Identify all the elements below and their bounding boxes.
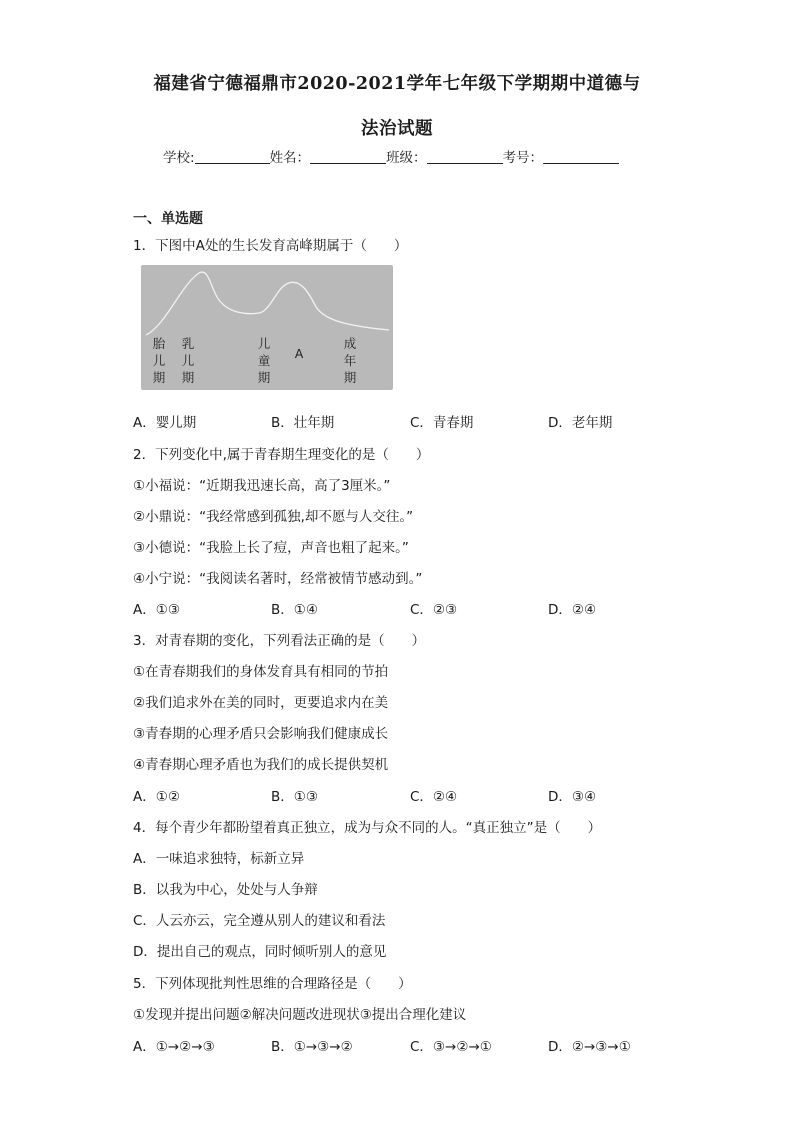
q3-option-b[interactable]: B．①③	[271, 789, 318, 805]
class-blank[interactable]	[427, 149, 503, 164]
q3-statement-1: ①在青春期我们的身体发育具有相同的节拍	[133, 664, 389, 680]
q1-option-b[interactable]: B．壮年期	[271, 415, 335, 431]
q4-option-d[interactable]: D．提出自己的观点，同时倾听别人的意见	[133, 944, 387, 960]
q3-statement-4: ④青春期心理矛盾也为我们的成长提供契机	[133, 757, 389, 773]
q2-option-d[interactable]: D．②④	[548, 602, 597, 618]
question-1-stem: 1．下图中A处的生长发育高峰期属于（ ）	[133, 238, 408, 254]
growth-curve-figure	[141, 265, 393, 390]
q2-statement-2: ②小鼎说：“我经常感到孤独,却不愿与人交往。”	[133, 509, 414, 525]
q4-option-c[interactable]: C．人云亦云，完全遵从别人的建议和看法	[133, 913, 386, 929]
q2-statement-3: ③小德说：“我脸上长了痘，声音也粗了起来。”	[133, 540, 409, 556]
label-infant-period: 乳 儿 期	[181, 336, 195, 385]
q4-option-b[interactable]: B．以我为中心，处处与人争辩	[133, 882, 318, 898]
name-label: 姓名：	[269, 150, 311, 166]
page-title-line-2: 法治试题	[361, 119, 433, 139]
q2-statement-4: ④小宁说：“我阅读名著时，经常被情节感动到。”	[133, 571, 423, 587]
q2-statement-1: ①小福说：“近期我迅速长高，高了3厘米。”	[133, 478, 391, 494]
q5-option-c[interactable]: C．③→②→①	[410, 1039, 492, 1055]
q3-option-d[interactable]: D．③④	[548, 789, 597, 805]
question-3-stem: 3．对青春期的变化，下列看法正确的是（ ）	[133, 633, 426, 649]
section-title: 一、单选题	[133, 211, 203, 227]
student-info-line	[163, 146, 619, 166]
q1-option-c[interactable]: C．青春期	[410, 415, 474, 431]
q2-option-a[interactable]: A．①③	[133, 602, 180, 618]
q5-option-b[interactable]: B．①→③→②	[271, 1039, 353, 1055]
q3-statement-3: ③青春期的心理矛盾只会影响我们健康成长	[133, 726, 389, 742]
school-label: 学校:	[163, 150, 195, 166]
exam-number-blank[interactable]	[543, 149, 619, 164]
q2-option-b[interactable]: B．①④	[271, 602, 318, 618]
q3-statement-2: ②我们追求外在美的同时，更要追求内在美	[133, 695, 389, 711]
exam-number-label: 考号：	[502, 150, 544, 166]
label-a: A	[294, 346, 304, 361]
question-4-stem: 4．每个青少年都盼望着真正独立，成为与众不同的人。“真正独立”是（ ）	[133, 820, 602, 836]
q2-option-c[interactable]: C．②③	[410, 602, 458, 618]
name-blank[interactable]	[310, 149, 386, 164]
label-fetal-period: 胎 儿 期	[152, 336, 166, 385]
q3-option-c[interactable]: C．②④	[410, 789, 458, 805]
q5-option-d[interactable]: D．②→③→①	[548, 1039, 631, 1055]
question-2-stem: 2．下列变化中,属于青春期生理变化的是（ ）	[133, 447, 430, 463]
q1-option-d[interactable]: D．老年期	[548, 415, 613, 431]
q1-option-a[interactable]: A．婴儿期	[133, 415, 197, 431]
label-adult-period: 成 年 期	[343, 336, 357, 385]
school-blank[interactable]	[195, 149, 270, 164]
page-title-line-1: 福建省宁德福鼎市2020-2021学年七年级下学期期中道德与	[153, 74, 641, 94]
q3-option-a[interactable]: A．①②	[133, 789, 180, 805]
q5-statement-1: ①发现并提出问题②解决问题改进现状③提出合理化建议	[133, 1007, 467, 1023]
q5-option-a[interactable]: A．①→②→③	[133, 1039, 215, 1055]
question-5-stem: 5．下列体现批判性思维的合理路径是（ ）	[133, 976, 412, 992]
growth-curve-line	[146, 272, 389, 335]
q4-option-a[interactable]: A．一味追求独特，标新立异	[133, 851, 305, 867]
label-childhood-period: 儿 童 期	[257, 336, 271, 385]
class-label: 班级：	[386, 150, 427, 166]
